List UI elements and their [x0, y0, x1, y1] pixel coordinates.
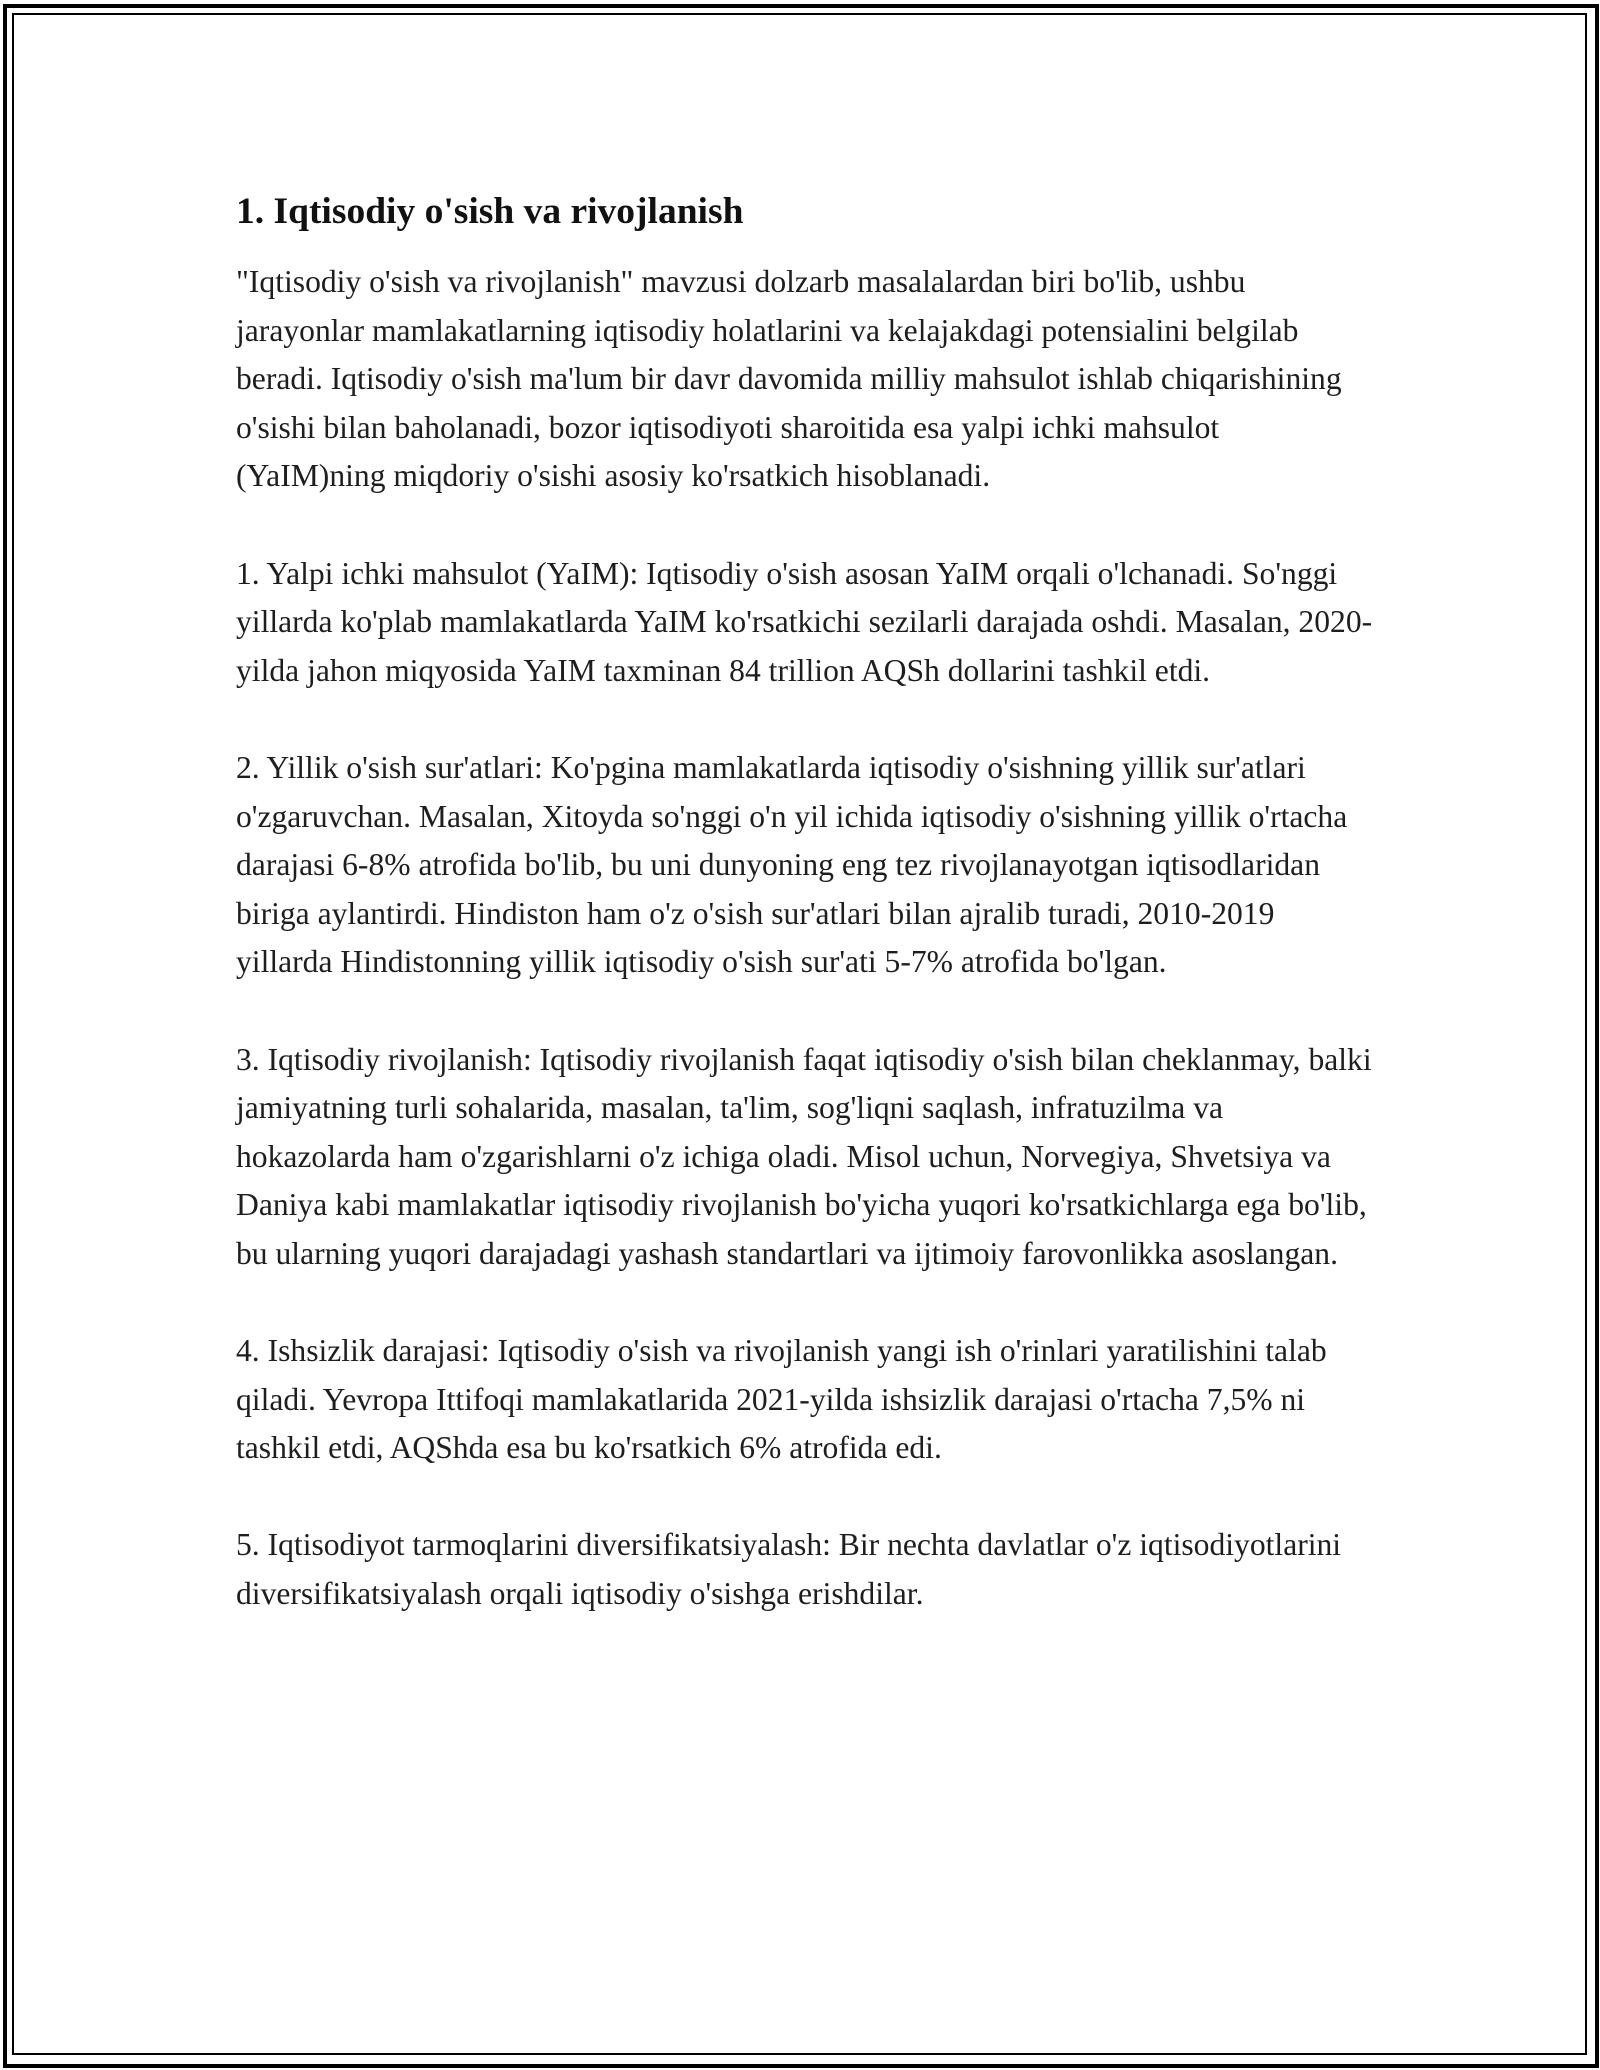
paragraph-economic-development: 3. Iqtisodiy rivojlanish: Iqtisodiy rivojlanish faqat iqtisodiy o'sish bilan cheklanmay, balki jamiyatning turli sohalarida, masalan, ta'lim, sog'liqni saqlash, infratuzilma va hokazolarda ham o'zgarishlarni o'z ichiga oladi. Misol uchun, Norvegiya, Shvetsiya va Daniya kabi mamlakatlar iqtisodiy rivojlanish bo'yicha yuqori ko'rsatkichlarga ega bo'lib, bu ularning yuqori darajadagi yashash standartlari va ijtimoiy farovonlikka asoslangan. — [236, 1041, 1372, 1271]
paragraph-growth-rates: 2. Yillik o'sish sur'atlari: Ko'pgina mamlakatlarda iqtisodiy o'sishning yillik sur'atlari o'zgaruvchan. Masalan, Xitoyda so'nggi o'n yil ichida iqtisodiy o'sishning yillik o'rtacha darajasi 6-8% atrofida bo'lib, bu uni dunyoning eng tez rivojlanayotgan iqtisodlaridan biriga aylantirdi. Hindiston ham o'z o'sish sur'atlari bilan ajralib turadi, 2010-2019 yillarda Hindistonning yillik iqtisodiy o'sish sur'ati 5-7% atrofida bo'lgan. — [236, 749, 1348, 980]
paragraph-unemployment: 4. Ishsizlik darajasi: Iqtisodiy o'sish va rivojlanish yangi ish o'rinlari yaratilishini talab qiladi. Yevropa Ittifoqi mamlakatlarida 2021-yilda ishsizlik darajasi o'rtacha 7,5% ni tashkil etdi, AQShda esa bu ko'rsatkich 6% atrofida edi. — [236, 1333, 1327, 1466]
document-body — [236, 186, 1376, 1667]
section-heading: 1. Iqtisodiy o'sish va rivojlanish — [236, 191, 744, 232]
paragraph-diversification: 5. Iqtisodiyot tarmoqlarini diversifikatsiyalash: Bir nechta davlatlar o'z iqtisodiyotlarini diversifikatsiyalash orqali iqtisodiy o'sishga erishdilar. — [236, 1527, 1342, 1612]
paragraph-yaim: 1. Yalpi ichki mahsulot (YaIM): Iqtisodiy o'sish asosan YaIM orqali o'lchanadi. So'nggi yillarda ko'plab mamlakatlarda YaIM ko'rsatkichi sezilarli darajada oshdi. Masalan, 2020-yilda jahon miqyosida YaIM taxminan 84 trillion AQSh dollarini tashkil etdi. — [236, 555, 1373, 688]
intro-paragraph: "Iqtisodiy o'sish va rivojlanish" mavzusi dolzarb masalalardan biri bo'lib, ushbu jarayonlar mamlakatlarning iqtisodiy holatlarini va kelajakdagi potensialini belgilab beradi. Iqtisodiy o'sish ma'lum bir davr davomida milliy mahsulot ishlab chiqarishining o'sishi bilan baholanadi, bozor iqtisodiyoti sharoitida esa yalpi ichki mahsulot (YaIM)ning miqdoriy o'sishi asosiy ko'rsatkich hisoblanadi. — [236, 264, 1342, 494]
